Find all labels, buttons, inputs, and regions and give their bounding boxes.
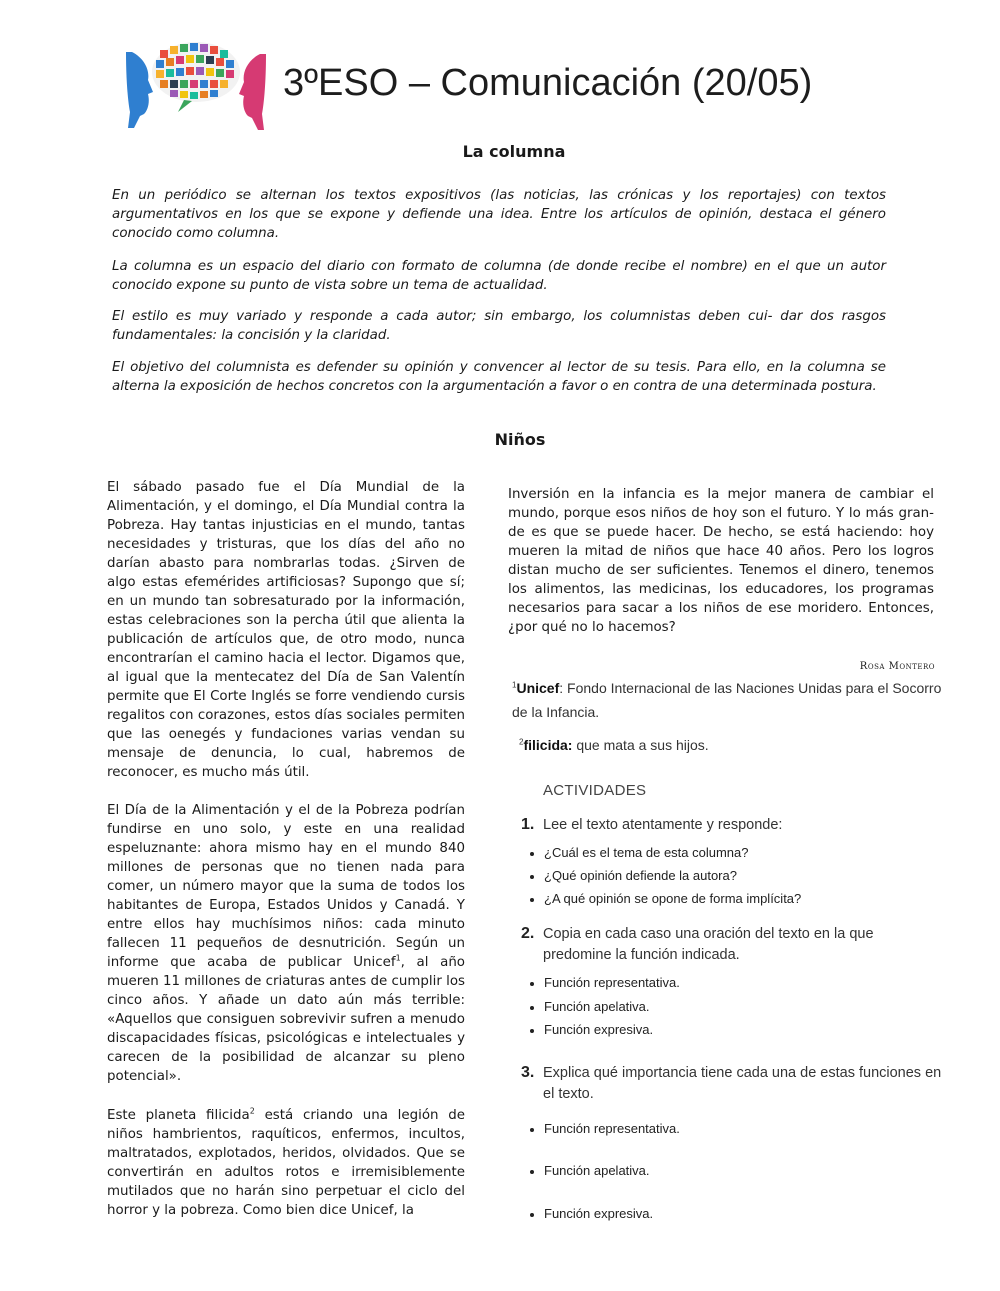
question-item: Función expresiva. — [530, 1206, 653, 1221]
intro-paragraph: El estilo es muy variado y responde a cada autor; sin embargo, los columnistas deben cui- dar dos rasgos fundamentales: la concisión y la claridad. — [112, 309, 886, 343]
question-item: ¿A qué opinión se opone de forma implícita? — [530, 891, 801, 906]
question-text: Explica qué importancia tiene cada una de estas funciones en el texto. — [543, 1065, 942, 1102]
question-item: Función expresiva. — [530, 1022, 653, 1037]
question-text: Lee el texto atentamente y responde: — [543, 817, 783, 833]
section-heading-la-columna: La columna — [462, 142, 566, 161]
question-number: 2. — [521, 925, 535, 942]
article-paragraph: El Día de la Alimentación y el de la Pobreza podrían fundirse en uno solo, y este en una realidad espeluznante: ahora mismo hay en el mundo 840 millones de personas que no tienen nada para comer, un número mayor que la suma de todos los habitantes de Europa, Estados Unidos y Canadá. Y entre ellos hay muchísimos niños: cada minuto fallecen 11 pequeños de desnutrición. Según un informe que acaba de publicar Unicef$^1$, al año mueren 11 millones de criaturas antes de cumplir los cinco años. Y añade un dato aún más terrible: «Aquellos que consiguen sobrevivir sufren a menudo discapacidades físicas, psicológicas e intelectuales y carecen de la posibilidad de alcanzar su pleno potencial». — [107, 803, 465, 1084]
intro-paragraph: El objetivo del columnista es defender su opinión y convencer al lector de su tesis. Para ello, en la columna se alterna la exposición de hechos concretos con la argumentación a favor o en contra de una determinada postura. — [112, 360, 886, 394]
question-item: Función representativa. — [530, 975, 680, 990]
footnote-ref-2: 2 — [249, 1106, 255, 1116]
question-text: Copia en cada caso una oración del texto en la que predomine la función indicada. — [543, 926, 874, 963]
question-item: Función apelativa. — [530, 1163, 650, 1178]
footnote-ref-1: 1 — [395, 953, 401, 963]
question-item: Función apelativa. — [530, 999, 650, 1014]
article-paragraph: Este planeta filicida$^2$ está criando una legión de niños hambrientos, raquíticos, enfermos, incultos, maltratados, explotados, heridos, olvidados. Que se convertirán en adultos rotos e irremisiblemente mutilados que no harán sino perpetuar el ciclo del horror y la pobreza. Como bien dice Unicef, la — [107, 1106, 466, 1218]
page-title: 3ºESO – Comunicación (20/05) — [283, 62, 813, 104]
footnote-unicef: $^1$Unicef: Fondo Internacional de las Naciones Unidas para el Socorro de la Infancia. — [512, 680, 942, 720]
activities-heading: ACTIVIDADES — [543, 782, 647, 799]
intro-paragraph: En un periódico se alternan los textos expositivos (las noticias, las crónicas y los reportajes) con textos argumentativos en los que se expone y defiende una idea. Entre los artículos de opinión, destaca el género conocido como columna. — [112, 188, 886, 241]
question-item: ¿Qué opinión defiende la autora? — [530, 868, 737, 883]
article-paragraph: El sábado pasado fue el Día Mundial de la Alimentación, y el domingo, el Día Mundial contra la Pobreza. Hay tantas injusticias en el mundo, tantas necesidades y tristuras, que los días del año no darían abasto para nombrarlas todas. ¿Sirven de algo estas efemérides artificiosas? Supongo que sí; en un mundo tan sobresaturado por la información, estas celebraciones son la percha útil que alienta la publicación de artículos que, de otro modo, nunca encontrarían el camino hacia el lector. Digamos que, al igual que la mentecatez del Día de San Valentín permite que El Corte Inglés se forre vendiendo cursis regalitos con corazones, estos días sociales permiten que las oenegés y fundaciones varias vendan su mensaje de denuncia, lo cual, habremos de reconocer, es mucho más útil. — [107, 480, 465, 780]
article-heading-ninos: Niños — [494, 430, 546, 449]
article-paragraph: Inversión en la infancia es la mejor manera de cambiar el mundo, porque esos niños de hoy son el futuro. Y lo más gran- de es que se puede hacer. De hecho, se está haciendo: hoy mueren la mitad de niños que hace 40 años. Pero los logros distan mucho de ser suficientes. Tenemos el dinero, tenemos los alimentos, las medicinas, los educadores, los programas necesarios para sacar a los niños de ese moridero. Entonces, ¿por qué no lo hacemos? — [508, 487, 934, 635]
communication-logo-icon — [126, 40, 266, 130]
intro-paragraph: La columna es un espacio del diario con formato de columna (de donde recibe el nombre) en el que un autor conocido expone su punto de vista sobre un tema de actualidad. — [112, 259, 886, 293]
question-number: 3. — [521, 1064, 535, 1081]
article-author: Rosa Montero — [859, 661, 935, 672]
question-item: Función representativa. — [530, 1121, 680, 1136]
question-number: 1. — [521, 816, 535, 833]
question-item: ¿Cuál es el tema de esta columna? — [530, 845, 749, 860]
footnote-filicida: $^2$filicida: que mata a sus hijos. — [519, 737, 709, 753]
